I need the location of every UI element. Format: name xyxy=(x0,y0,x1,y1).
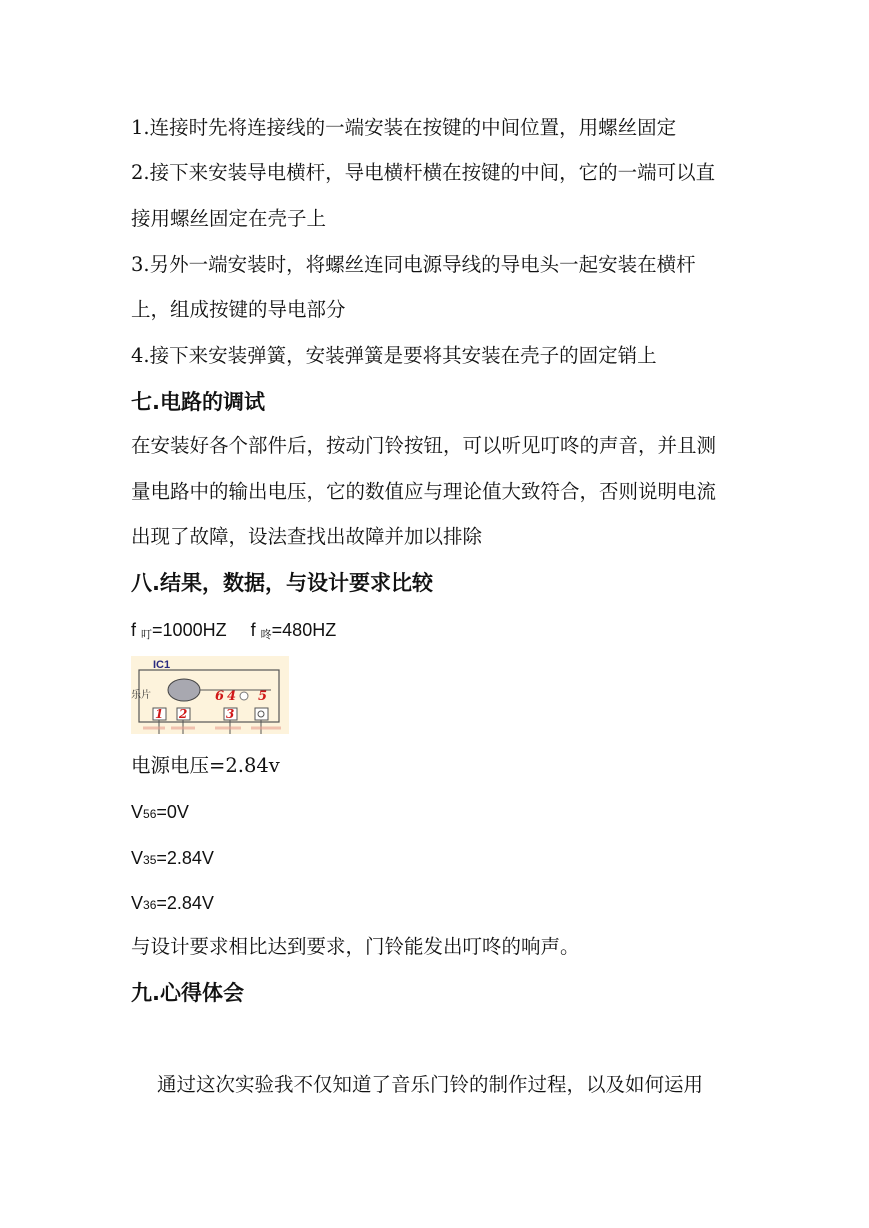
v56-value: =0V xyxy=(156,802,189,822)
v56-line xyxy=(131,799,189,827)
pin-label-top-3: 5 xyxy=(258,689,268,704)
section-9-heading: 九.心得体会 xyxy=(131,981,244,1005)
v36-subscript: 36 xyxy=(143,898,157,912)
side-label: 乐片 xyxy=(131,690,151,701)
ic-pinout-diagram xyxy=(131,656,289,734)
v56-symbol: V xyxy=(131,802,144,822)
step-4: 4.接下来安装弹簧，安装弹簧是要将其安装在壳子的固定销上 xyxy=(131,344,657,367)
pin-label-bottom-2: 2 xyxy=(179,707,188,721)
step-3-cont: 上，组成按键的导电部分 xyxy=(131,298,346,321)
section-8-heading: 八.结果，数据，与设计要求比较 xyxy=(131,571,433,595)
pin-label-top-1: 6 xyxy=(215,689,225,704)
v35-line xyxy=(131,845,214,873)
section-7-line-2: 量电路中的输出电压，它的数值应与理论值大致符合，否则说明电流 xyxy=(131,480,717,503)
ic-label: IC1 xyxy=(153,659,171,671)
v56-subscript: 56 xyxy=(143,807,157,821)
supply-voltage: 电源电压=2.84v xyxy=(131,754,280,777)
step-2: 2.接下来安装导电横杆，导电横杆横在按键的中间，它的一端可以直 xyxy=(131,161,716,184)
conclusion: 与设计要求相比达到要求，门铃能发出叮咚的响声。 xyxy=(131,935,580,958)
pin-label-top-2: 4 xyxy=(227,689,237,704)
section-7-line-3: 出现了故障，设法查找出故障并加以排除 xyxy=(131,525,483,548)
section-7-heading: 七.电路的调试 xyxy=(131,390,265,414)
f1-value: =1000HZ xyxy=(152,620,227,640)
frequency-line xyxy=(131,617,336,646)
ic-pinout-figure xyxy=(131,656,289,734)
f2-value: =480HZ xyxy=(271,620,337,640)
step-3: 3.另外一端安装时，将螺丝连同电源导线的导电头一起安装在横杆 xyxy=(131,253,696,276)
f1-subscript: 叮 xyxy=(141,629,153,641)
f1-symbol: f xyxy=(131,620,137,640)
pin-label-bottom-3: 3 xyxy=(226,707,235,721)
v36-line xyxy=(131,890,214,918)
v36-value: =2.84V xyxy=(156,893,214,913)
f2-symbol: f xyxy=(250,620,256,640)
step-2-cont: 接用螺丝固定在壳子上 xyxy=(131,207,327,230)
pin-label-bottom-1: 1 xyxy=(155,707,164,721)
v35-subscript: 35 xyxy=(143,853,157,867)
step-1: 1.连接时先将连接线的一端安装在按键的中间位置，用螺丝固定 xyxy=(131,116,677,139)
v35-value: =2.84V xyxy=(156,848,214,868)
f2-subscript: 咚 xyxy=(260,629,272,641)
section-9-paragraph: 通过这次实验我不仅知道了音乐门铃的制作过程，以及如何运用 xyxy=(157,1073,704,1096)
section-7-line-1: 在安装好各个部件后，按动门铃按钮，可以听见叮咚的声音，并且测 xyxy=(131,434,717,457)
v36-symbol: V xyxy=(131,893,144,913)
v35-symbol: V xyxy=(131,848,144,868)
